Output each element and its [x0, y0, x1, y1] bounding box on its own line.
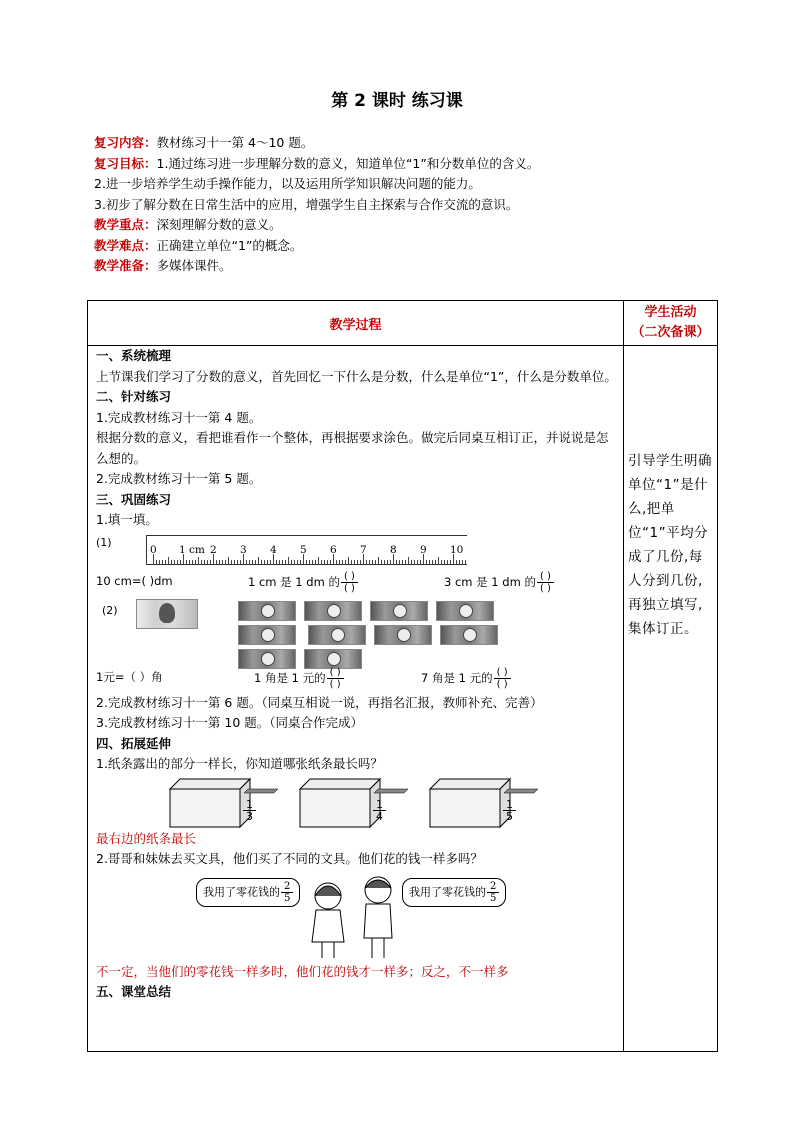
blank-fraction: $\frac{( )}{( )}$ — [341, 571, 358, 594]
ruler-tick — [354, 560, 355, 564]
ruler-tick — [372, 560, 373, 564]
ruler-tick — [192, 560, 193, 564]
ruler-tick — [381, 560, 382, 564]
meta-line: 教学重点：深刻理解分数的意义。 — [94, 217, 282, 232]
ruler-label: 0 — [150, 543, 157, 556]
ruler-tick — [336, 560, 337, 564]
ruler-tick — [435, 560, 436, 564]
paragraph: 根据分数的意义，看把谁看作一个整体，再根据要求涂色。做完后同桌互相订正，并说说是怎么想的。 — [96, 430, 609, 466]
ruler-tick — [168, 557, 169, 564]
ruler-tick — [240, 560, 241, 564]
ruler-tick — [348, 557, 349, 564]
page-title: 第 2 课时 练习课 — [331, 91, 463, 111]
meta-line: 2.进一步培养学生动手操作能力，以及运用所学知识解决问题的能力。 — [94, 176, 481, 191]
ruler-tick — [414, 560, 415, 564]
girl-figure — [308, 880, 348, 960]
ruler-tick — [405, 560, 406, 564]
ruler-tick — [357, 560, 358, 564]
ruler-tick — [351, 560, 352, 564]
paragraph: 上节课我们学习了分数的意义，首先回忆一下什么是分数，什么是单位“1”，什么是分数单位。 — [96, 368, 617, 384]
ruler-tick — [375, 560, 376, 564]
ruler-tick — [219, 560, 220, 564]
ruler-tick — [180, 560, 181, 564]
section-title: 五、课堂总结 — [96, 984, 172, 999]
ruler-tick — [429, 560, 430, 564]
teaching-table — [87, 300, 718, 1052]
paragraph: 3.完成教材练习十一第 10 题。（同桌合作完成） — [96, 715, 364, 730]
ruler-tick — [195, 560, 196, 564]
box-fraction: $\frac{1}{4}$ — [373, 799, 386, 822]
length-q2: 1 cm 是 1 dm 的 $\frac{( )}{( )}$ — [248, 571, 358, 594]
ruler-tick — [321, 560, 322, 564]
one-jiao-note-image — [308, 625, 366, 645]
ruler-tick — [276, 560, 277, 564]
ruler-label: 5 — [300, 543, 307, 556]
ruler-tick — [309, 560, 310, 564]
money-figure: (2) — [96, 597, 617, 659]
student-activity-note: 引导学生明确单位“1”是什么,把单位“1”平均分成了几份,每人分到几份,再独立填写,集体订正。 — [628, 453, 712, 637]
meta-line: 3.初步了解分数在日常生活中的应用，增强学生自主探索与合作交流的意识。 — [94, 196, 519, 212]
ruler-tick — [450, 560, 451, 564]
ruler-tick — [324, 560, 325, 564]
ruler-tick — [159, 560, 160, 564]
ruler-tick — [156, 560, 157, 564]
ruler-tick — [255, 560, 256, 564]
ruler-tick — [279, 560, 280, 564]
ruler-tick — [447, 560, 448, 564]
ruler-tick — [216, 560, 217, 564]
ruler-tick — [282, 560, 283, 564]
one-jiao-note-image — [440, 625, 498, 645]
paragraph: 1.完成教材练习十一第 4 题。 — [96, 409, 262, 425]
ruler-tick — [228, 557, 229, 564]
one-jiao-note-image — [238, 625, 296, 645]
box-fraction: $\frac{1}{3}$ — [243, 799, 256, 822]
box-strip-figure — [168, 775, 280, 829]
paper-strip-boxes — [96, 775, 617, 829]
ruler-tick — [387, 560, 388, 564]
ruler-tick — [438, 557, 439, 564]
ruler-tick — [162, 560, 163, 564]
one-jiao-note-image — [304, 601, 362, 621]
one-jiao-note-image — [238, 601, 296, 621]
meta-line: 复习内容：教材练习十一第 4～10 题。 — [94, 135, 314, 150]
one-jiao-note-image — [436, 601, 494, 621]
ruler-label: 8 — [390, 543, 397, 556]
ruler-tick — [285, 560, 286, 564]
ruler-tick — [174, 560, 175, 564]
ruler-label: 4 — [270, 543, 277, 556]
ruler-label: 2 — [210, 543, 217, 556]
paragraph: 2.哥哥和妹妹去买文具，他们买了不同的文具。他们花的钱一样多吗？ — [96, 851, 483, 866]
ruler-label: 3 — [240, 543, 247, 556]
paragraph: 2.完成教材练习十一第 5 题。 — [96, 471, 262, 486]
section-title: 二、针对练习 — [96, 389, 172, 404]
ruler-tick — [297, 560, 298, 564]
answer-text: 最右边的纸条最长 — [96, 830, 197, 846]
ruler-tick — [390, 560, 391, 564]
ruler-tick — [291, 560, 292, 564]
ruler-tick — [294, 560, 295, 564]
meta-line: 教学准备：多媒体课件。 — [94, 258, 232, 273]
paragraph: 1.填一填。 — [96, 512, 158, 527]
ruler-label: 7 — [360, 543, 367, 556]
ruler-tick — [318, 557, 319, 564]
ruler-tick — [204, 560, 205, 564]
length-questions: 10 cm=( )dm 1 cm 是 1 dm 的 $\frac{( )}{( )}$ 3 cm 是 1 dm 的 $\frac{( )}{( )}$ — [96, 565, 617, 597]
ruler-tick — [417, 560, 418, 564]
ruler-tick — [225, 560, 226, 564]
section-title: 一、系统梳理 — [96, 348, 172, 363]
ruler-tick — [426, 560, 427, 564]
ruler-label: 1 cm — [179, 543, 205, 556]
ruler-tick — [366, 560, 367, 564]
speech-fraction: $\frac{2}{5}$ — [281, 881, 293, 904]
ruler-tick — [327, 560, 328, 564]
ruler-tick — [465, 560, 466, 564]
ruler-label: 6 — [330, 543, 337, 556]
one-yuan-note-image — [136, 599, 198, 629]
ruler-tick — [177, 560, 178, 564]
length-q3: 3 cm 是 1 dm 的 $\frac{( )}{( )}$ — [444, 571, 554, 594]
ruler-tick — [384, 560, 385, 564]
one-jiao-note-image — [374, 625, 432, 645]
ruler-tick — [210, 560, 211, 564]
ruler-tick — [270, 560, 271, 564]
ruler-tick — [312, 560, 313, 564]
ruler-tick — [222, 560, 223, 564]
ruler-tick — [456, 560, 457, 564]
ruler-tick — [165, 560, 166, 564]
box-strip-figure — [428, 775, 540, 829]
ruler-tick — [237, 560, 238, 564]
ruler-tick — [339, 560, 340, 564]
ruler-tick — [231, 560, 232, 564]
ruler-tick — [288, 557, 289, 564]
one-jiao-note-image — [370, 601, 428, 621]
money-q2: 1 角是 1 元的 $\frac{( )}{( )}$ — [254, 667, 344, 690]
lesson-meta — [94, 133, 714, 277]
ruler-tick — [399, 560, 400, 564]
ruler-tick — [330, 560, 331, 564]
blank-fraction: $\frac{( )}{( )}$ — [494, 667, 511, 690]
ruler-tick — [306, 560, 307, 564]
money-q3: 7 角是 1 元的 $\frac{( )}{( )}$ — [421, 667, 511, 690]
ruler-tick — [189, 560, 190, 564]
box-strip-figure — [298, 775, 410, 829]
header-student-activity: 学生活动 （二次备课） — [624, 301, 718, 346]
ruler-tick — [444, 560, 445, 564]
ruler-tick — [246, 560, 247, 564]
ruler-tick — [441, 560, 442, 564]
paragraph: 2.完成教材练习十一第 6 题。（同桌互相说一说，再指名汇报，教师补充、完善） — [96, 694, 543, 710]
speech-bubble-boy: 我用了零花钱的 $\frac{2}{5}$ — [402, 878, 506, 907]
box-fraction: $\frac{1}{5}$ — [503, 799, 516, 822]
ruler-row: (1) 0 1 cm 2 3 4 5 6 7 8 9 10 — [96, 531, 617, 565]
ruler-tick — [171, 560, 172, 564]
ruler-tick — [315, 560, 316, 564]
header-process: 教学过程 — [88, 301, 624, 346]
ruler-tick — [408, 557, 409, 564]
speech-fraction: $\frac{2}{5}$ — [487, 881, 499, 904]
ruler-tick — [369, 560, 370, 564]
ruler-tick — [420, 560, 421, 564]
ruler-tick — [411, 560, 412, 564]
ruler-tick — [186, 560, 187, 564]
ruler-figure — [146, 535, 467, 565]
ruler-tick — [207, 560, 208, 564]
ruler-tick — [300, 560, 301, 564]
student-activity-cell — [624, 346, 718, 1052]
process-content — [88, 346, 624, 1052]
section-title: 四、拓展延伸 — [96, 735, 172, 751]
ruler-tick — [342, 560, 343, 564]
section-title: 三、巩固练习 — [96, 491, 172, 507]
blank-fraction: $\frac{( )}{( )}$ — [327, 667, 344, 690]
ruler-tick — [267, 560, 268, 564]
ruler-tick — [360, 560, 361, 564]
speech-bubble-girl: 我用了零花钱的 $\frac{2}{5}$ — [196, 878, 300, 907]
ruler-tick — [396, 560, 397, 564]
meta-line: 复习目标：1.通过练习进一步理解分数的意义，知道单位“1”和分数单位的含义。 — [94, 155, 540, 171]
ruler-tick — [261, 560, 262, 564]
ruler-label: 10 — [450, 543, 464, 556]
ruler-tick — [264, 560, 265, 564]
ruler-tick — [402, 560, 403, 564]
paragraph: 1.纸条露出的部分一样长，你知道哪张纸条最长吗？ — [96, 756, 383, 771]
ruler-label: 9 — [420, 543, 427, 556]
ruler-tick — [252, 560, 253, 564]
ruler-tick — [462, 560, 463, 564]
ruler-tick — [258, 557, 259, 564]
ruler-tick — [459, 560, 460, 564]
ruler-tick — [249, 560, 250, 564]
ruler-tick — [432, 560, 433, 564]
ruler-tick — [234, 560, 235, 564]
ruler-tick — [201, 560, 202, 564]
meta-line: 教学难点：正确建立单位“1”的概念。 — [94, 237, 303, 253]
money-questions: 1元=（ ）角 1 角是 1 元的 $\frac{( )}{( )}$ 7 角是 1 元的 $\frac{( )}{( )}$ — [96, 659, 617, 693]
ruler-tick — [378, 557, 379, 564]
ruler-tick — [345, 560, 346, 564]
siblings-figure — [96, 870, 617, 962]
answer-text: 不一定，当他们的零花钱一样多时，他们花的钱才一样多；反之，不一样多 — [96, 963, 509, 979]
blank-fraction: $\frac{( )}{( )}$ — [537, 571, 554, 594]
boy-figure — [358, 874, 398, 960]
